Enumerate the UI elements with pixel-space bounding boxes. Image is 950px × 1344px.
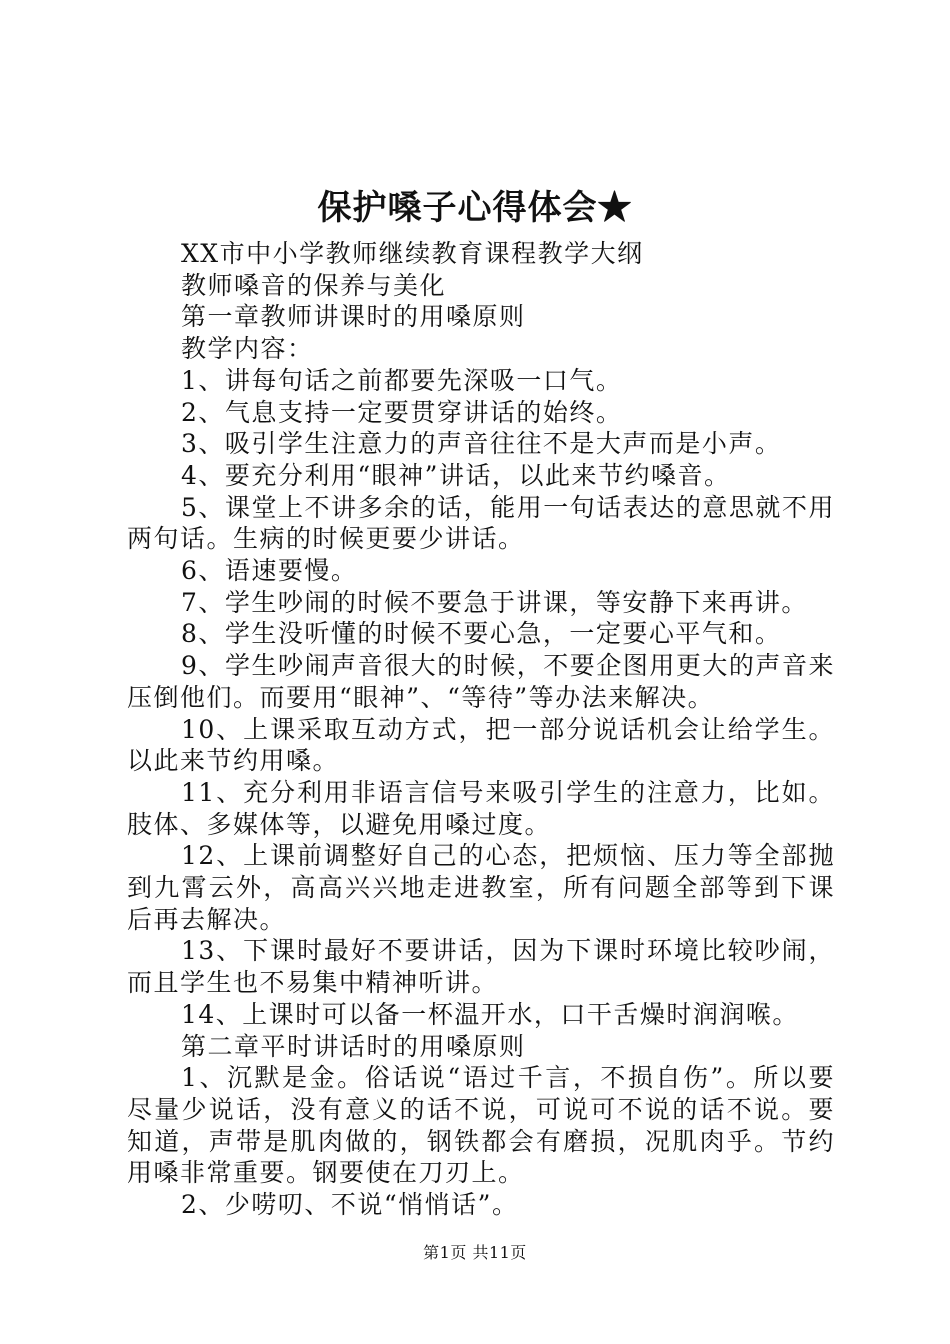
list-item: 3、吸引学生注意力的声音往往不是大声而是小声。 <box>181 429 782 459</box>
list-item: 14、上课时可以备一杯温开水，口干舌燥时润润喉。 <box>181 999 799 1029</box>
paragraph: XX市中小学教师继续教育课程教学大纲 <box>181 239 644 268</box>
chapter-heading: 第一章教师讲课时的用嗓原则 <box>181 302 526 332</box>
list-item: 7、学生吵闹的时候不要急于讲课，等安静下来再讲。 <box>181 587 808 617</box>
list-item: 13、下课时最好不要讲话，因为下课时环境比较吵闹，而且学生也不易集中精神听讲。 <box>127 936 835 998</box>
list-item: 1、沉默是金。俗话说“语过千言，不损自伤”。所以要尽量少说话，没有意义的话不说，可说可不说的话不说。要知道，声带是肌肉做的，钢铁都会有磨损，况肌肉乎。节约用嗓非常重要。钢要使在刀刃上。 <box>127 1063 835 1188</box>
document-body <box>127 238 835 1221</box>
list-item: 2、少唠叨、不说“悄悄话”。 <box>181 1190 519 1220</box>
chapter-heading: 第二章平时讲话时的用嗓原则 <box>181 1031 526 1061</box>
list-item: 1、讲每句话之前都要先深吸一口气。 <box>181 365 623 395</box>
list-item: 8、学生没听懂的时候不要心急，一定要心平气和。 <box>181 619 782 649</box>
paragraph: 教师嗓音的保养与美化 <box>181 270 447 300</box>
list-item: 4、要充分利用“眼神”讲话，以此来节约嗓音。 <box>181 460 731 490</box>
list-item: 6、语速要慢。 <box>181 556 358 586</box>
list-item: 2、气息支持一定要贯穿讲话的始终。 <box>181 397 623 427</box>
list-item: 9、学生吵闹声音很大的时候，不要企图用更大的声音来压倒他们。而要用“眼神”、“等待”等办法来解决。 <box>127 651 835 712</box>
list-item: 11、充分利用非语言信号来吸引学生的注意力，比如。肢体、多媒体等，以避免用嗓过度。 <box>127 777 835 839</box>
list-item: 12、上课前调整好自己的心态，把烦恼、压力等全部抛到九霄云外，高高兴兴地走进教室，所有问题全部等到下课后再去解决。 <box>127 841 835 934</box>
page-footer: 第1页 共11页 <box>423 1243 527 1262</box>
paragraph: 教学内容： <box>181 334 314 364</box>
list-item: 5、课堂上不讲多余的话，能用一句话表达的意思就不用两句话。生病的时候更要少讲话。 <box>127 492 835 554</box>
document-title: 保护嗓子心得体会★ <box>317 188 633 228</box>
list-item: 10、上课采取互动方式，把一部分说话机会让给学生。以此来节约用嗓。 <box>127 714 835 776</box>
